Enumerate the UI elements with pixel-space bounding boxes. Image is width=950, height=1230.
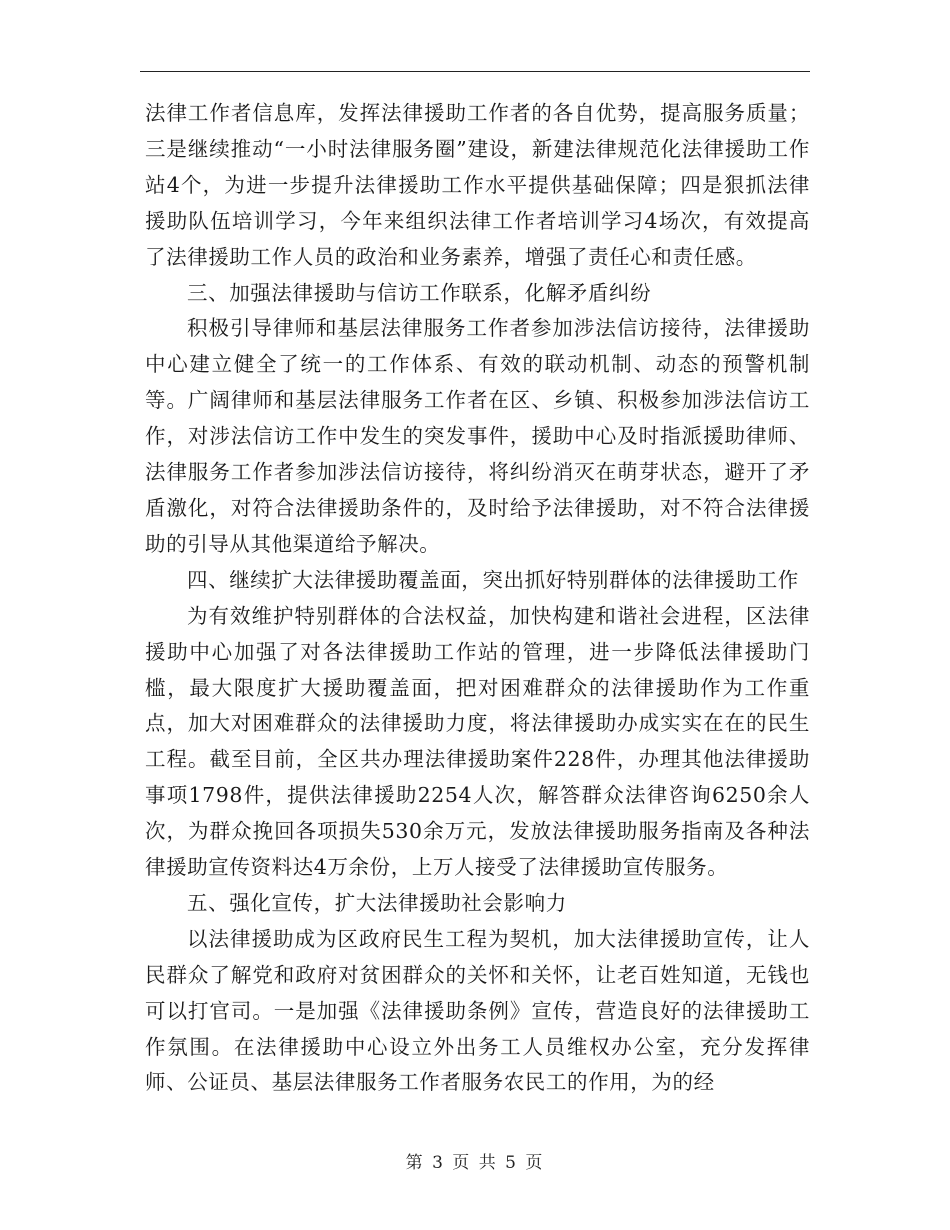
- paragraph-section-4: 为有效维护特别群体的合法权益，加快构建和谐社会进程，区法律援助中心加强了对各法律援助工作站的管理，进一步降低法律援助门槛，最大限度扩大援助覆盖面，把对困难群众的法律援助作为工作重点，加大对困难群众的法律援助力度，将法律援助办成实实在在的民生工程。截至目前，全区共办理法律援助案件228件，办理其他法律援助事项1798件，提供法律援助2254人次，解答群众法律咨询6250余人次，为群众挽回各项损失530余万元，发放法律援助服务指南及各种法律援助宣传资料达4万余份，上万人接受了法律援助宣传服务。: [145, 603, 810, 880]
- section-heading-4: 四、继续扩大法律援助覆盖面，突出抓好特别群体的法律援助工作: [187, 567, 799, 592]
- document-body: [145, 96, 810, 1101]
- section-heading-5: 五、强化宣传，扩大法律援助社会影响力: [187, 890, 567, 915]
- paragraph-section-3: 积极引导律师和基层法律服务工作者参加涉法信访接待，法律援助中心建立健全了统一的工作体系、有效的联动机制、动态的预警机制等。广阔律师和基层法律服务工作者在区、乡镇、积极参加涉法信访工作，对涉法信访工作中发生的突发事件，援助中心及时指派援助律师、法律服务工作者参加涉法信访接待，将纠纷消灭在萌芽状态，避开了矛盾激化，对符合法律援助条件的，及时给予法律援助，对不符合法律援助的引导从其他渠道给予解决。: [145, 316, 810, 556]
- paragraph-continuation: 法律工作者信息库，发挥法律援助工作者的各自优势，提高服务质量；三是继续推动“一小时法律服务圈”建设，新建法律规范化法律援助工作站4个，为进一步提升法律援助工作水平提供基础保障；四是狠抓法律援助队伍培训学习，今年来组织法律工作者培训学习4场次，有效提高了法律援助工作人员的政治和业务素养，增强了责任心和责任感。: [145, 101, 810, 269]
- header-rule: [140, 71, 810, 72]
- section-heading-3: 三、加强法律援助与信访工作联系，化解矛盾纠纷: [187, 280, 652, 305]
- paragraph-section-5: 以法律援助成为区政府民生工程为契机，加大法律援助宣传，让人民群众了解党和政府对贫困群众的关怀和关怀，让老百姓知道，无钱也可以打官司。一是加强《法律援助条例》宣传，营造良好的法律援助工作氛围。在法律援助中心设立外出务工人员维权办公室，充分发挥律师、公证员、基层法律服务工作者服务农民工的作用，为的经: [145, 926, 810, 1095]
- page-footer: 第 3 页 共 5 页: [405, 1153, 545, 1173]
